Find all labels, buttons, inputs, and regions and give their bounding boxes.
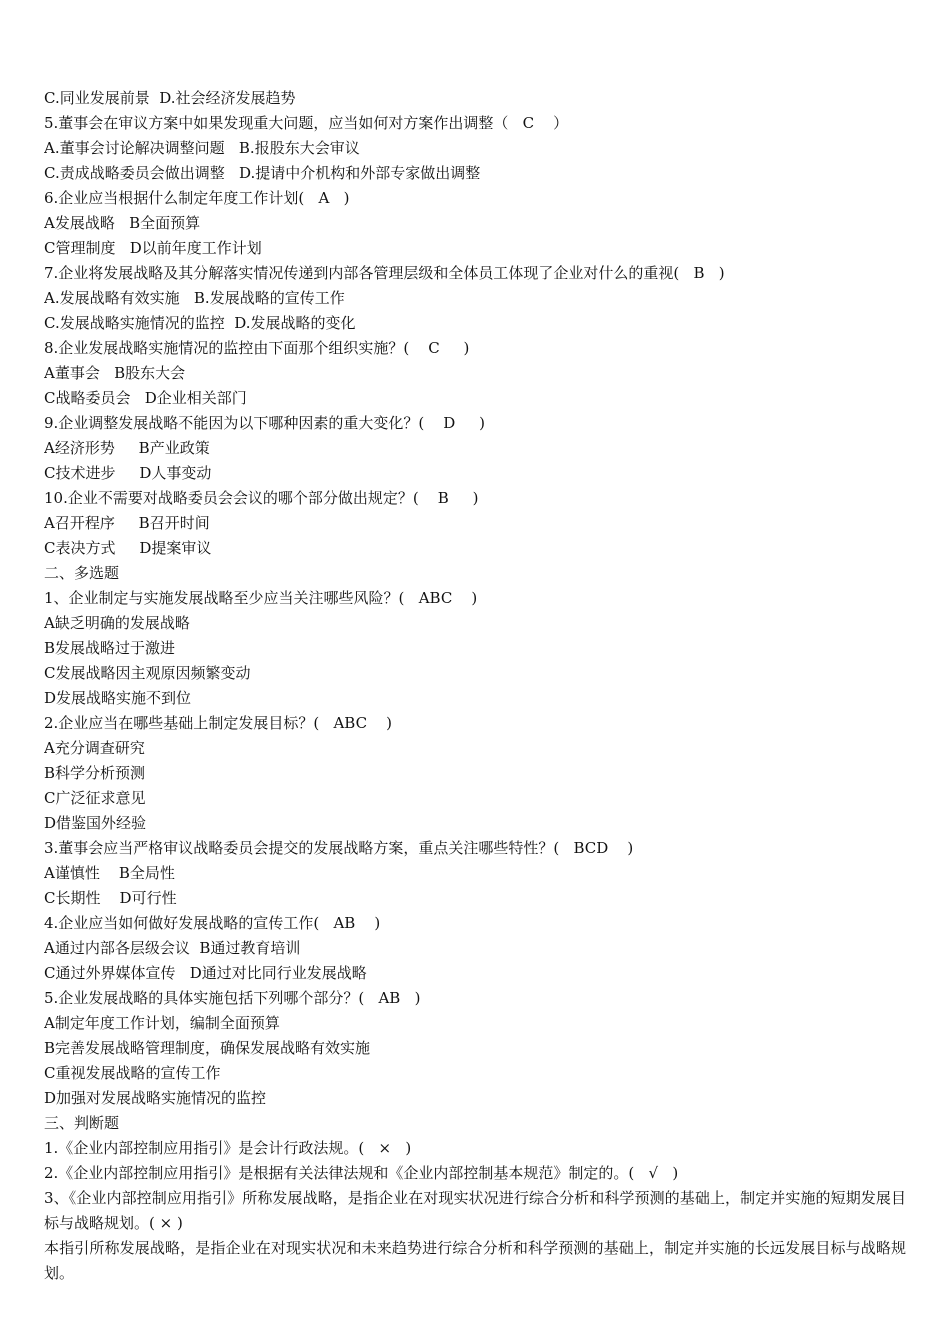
option-line: C广泛征求意见 — [44, 789, 146, 807]
question-line: 5.董事会在审议方案中如果发现重大问题，应当如何对方案作出调整（ C ） — [44, 114, 569, 132]
option-line: C战略委员会 D企业相关部门 — [44, 389, 247, 407]
option-line: D发展战略实施不到位 — [44, 689, 192, 707]
option-line: B发展战略过于激进 — [44, 639, 176, 657]
option-line: B完善发展战略管理制度，确保发展战略有效实施 — [44, 1039, 371, 1057]
option-line: A谨慎性 B全局性 — [44, 864, 175, 882]
option-line: D借鉴国外经验 — [44, 814, 147, 832]
option-line: A.发展战略有效实施 B.发展战略的宣传工作 — [44, 289, 345, 307]
question-paragraph: 3、《企业内部控制应用指引》所称发展战略，是指企业在对现实状况进行综合分析和科学预测的基础上，制定并实施的短期发展目标与战略规划。( × ) — [44, 1189, 906, 1232]
question-line: 1.《企业内部控制应用指引》是会计行政法规。( × ) — [44, 1139, 412, 1157]
option-line: C长期性 D可行性 — [44, 889, 177, 907]
option-line: A制定年度工作计划，编制全面预算 — [44, 1014, 280, 1032]
question-line: 3.董事会应当严格审议战略委员会提交的发展战略方案，重点关注哪些特性？( BCD ) — [44, 839, 634, 857]
option-line: C.责成战略委员会做出调整 D.提请中介机构和外部专家做出调整 — [44, 164, 481, 182]
section-heading: 三、判断题 — [44, 1114, 120, 1132]
option-line: A召开程序 B召开时间 — [44, 514, 210, 532]
question-line: 9.企业调整发展战略不能因为以下哪种因素的重大变化？( D ) — [44, 414, 485, 432]
explanation-paragraph: 本指引所称发展战略，是指企业在对现实状况和未来趋势进行综合分析和科学预测的基础上，制定并实施的长远发展目标与战略规划。 — [44, 1239, 906, 1282]
option-line: D加强对发展战略实施情况的监控 — [44, 1089, 267, 1107]
option-line: A董事会 B股东大会 — [44, 364, 186, 382]
question-line: 5.企业发展战略的具体实施包括下列哪个部分？( AB ) — [44, 989, 421, 1007]
question-line: 4.企业应当如何做好发展战略的宣传工作( AB ) — [44, 914, 381, 932]
option-line: C管理制度 D以前年度工作计划 — [44, 239, 262, 257]
option-line: C发展战略因主观原因频繁变动 — [44, 664, 251, 682]
document-page — [44, 86, 906, 1286]
option-line: C技术进步 D人事变动 — [44, 464, 212, 482]
question-line: 10.企业不需要对战略委员会会议的哪个部分做出规定？( B ) — [44, 489, 479, 507]
option-line: C通过外界媒体宣传 D通过对比同行业发展战略 — [44, 964, 367, 982]
question-line: 7.企业将发展战略及其分解落实情况传递到内部各管理层级和全体员工体现了企业对什么的重视( B ) — [44, 264, 725, 282]
question-line: 2.《企业内部控制应用指引》是根据有关法律法规和《企业内部控制基本规范》制定的。( √ ) — [44, 1164, 679, 1182]
question-line: 6.企业应当根据什么制定年度工作计划( A ) — [44, 189, 350, 207]
option-line: A经济形势 B产业政策 — [44, 439, 210, 457]
option-line: A通过内部各层级会议 B通过教育培训 — [44, 939, 301, 957]
option-line: C重视发展战略的宣传工作 — [44, 1064, 221, 1082]
question-line: 2.企业应当在哪些基础上制定发展目标？( ABC ) — [44, 714, 393, 732]
option-line: B科学分析预测 — [44, 764, 146, 782]
option-line: A.董事会讨论解决调整问题 B.报股东大会审议 — [44, 139, 360, 157]
section-heading: 二、多选题 — [44, 564, 120, 582]
question-line: 1、企业制定与实施发展战略至少应当关注哪些风险？( ABC ) — [44, 589, 478, 607]
option-line: C表决方式 D提案审议 — [44, 539, 212, 557]
option-line: A缺乏明确的发展战略 — [44, 614, 190, 632]
text-line: C.同业发展前景 D.社会经济发展趋势 — [44, 89, 296, 107]
option-line: A发展战略 B全面预算 — [44, 214, 201, 232]
option-line: C.发展战略实施情况的监控 D.发展战略的变化 — [44, 314, 356, 332]
question-line: 8.企业发展战略实施情况的监控由下面那个组织实施？( C ) — [44, 339, 470, 357]
option-line: A充分调查研究 — [44, 739, 145, 757]
